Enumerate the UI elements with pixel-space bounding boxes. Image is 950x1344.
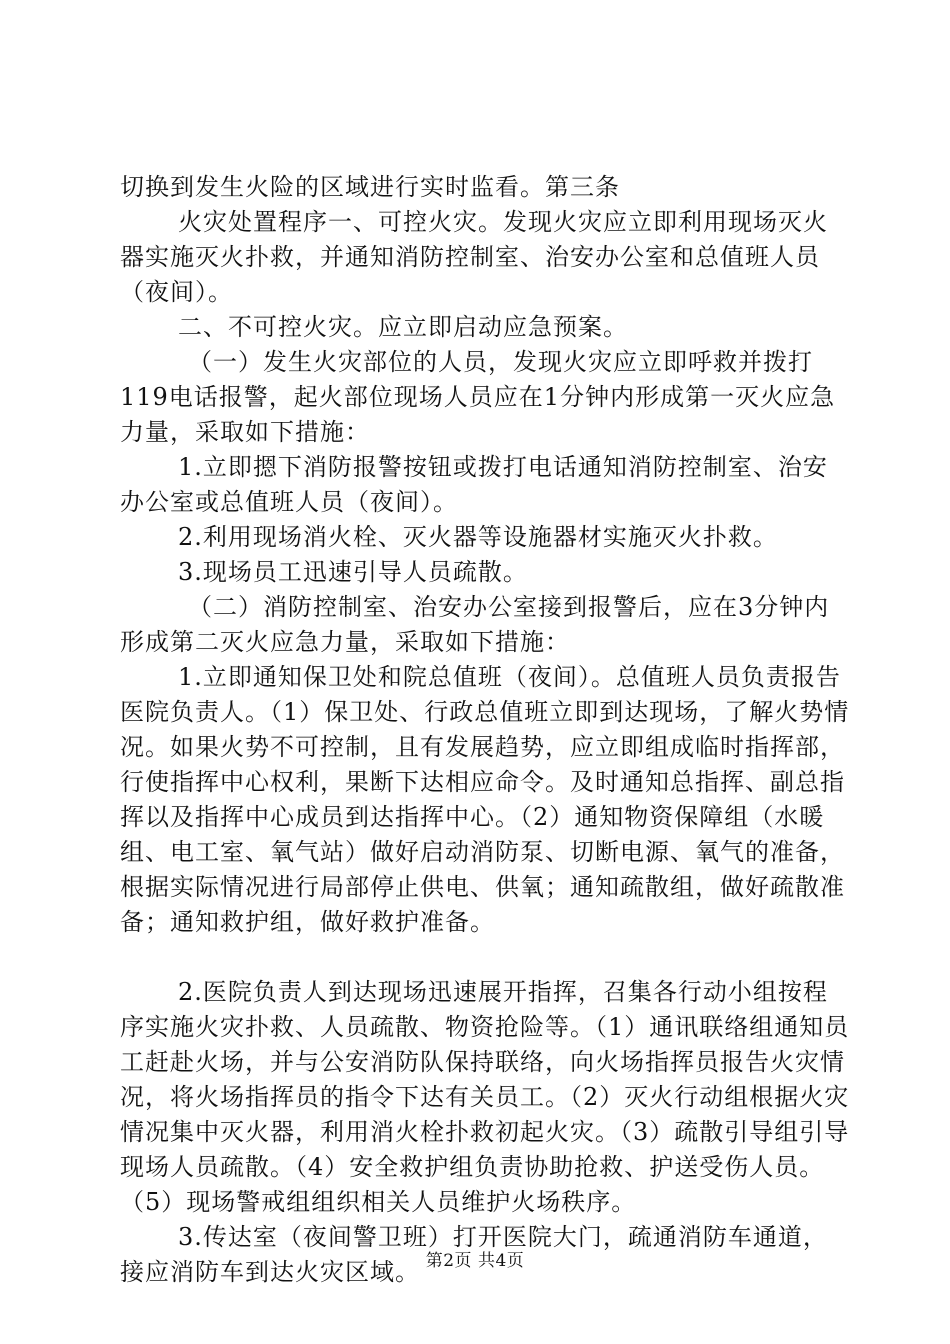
document-body [120, 170, 850, 1290]
paragraph-step-1-3: 3.现场员工迅速引导人员疏散。 [178, 558, 528, 586]
paragraph-step-1-1: 1.立即摁下消防报警按钮或拨打电话通知消防控制室、治安办公室或总值班人员（夜间）。 [120, 453, 828, 516]
paragraph-section-one: （一）发生火灾部位的人员，发现火灾应立即呼救并拨打119电话报警，起火部位现场人员应在1分钟内形成第一灭火应急力量，采取如下措施： [120, 348, 836, 446]
paragraph-fire-procedure: 火灾处置程序一、可控火灾。发现火灾应立即利用现场灭火器实施灭火扑救，并通知消防控制室、治安办公室和总值班人员（夜间）。 [120, 208, 828, 306]
paragraph-step-2-2: 2.医院负责人到达现场迅速展开指挥，召集各行动小组按程序实施火灾扑救、人员疏散、物资抢险等。（1）通讯联络组通知员工赶赴火场，并与公安消防队保持联络，向火场指挥员报告火灾情况，将火场指挥员的指令下达有关员工。（2）灭火行动组根据火灾情况集中灭火器，利用消火栓扑救初起火灾。（3）疏散引导组引导现场人员疏散。（4）安全救护组负责协助抢救、护送受伤人员。（5）现场警戒组组织相关人员维护火场秩序。 [120, 978, 850, 1216]
paragraph-step-1-2: 2.利用现场消火栓、灭火器等设施器材实施灭火扑救。 [178, 523, 778, 551]
paragraph-section-two: （二）消防控制室、治安办公室接到报警后，应在3分钟内形成第二灭火应急力量，采取如下措施： [120, 593, 830, 656]
paragraph-continuation: 切换到发生火险的区域进行实时监看。第三条 [120, 173, 620, 201]
paragraph-uncontrollable-fire: 二、不可控火灾。应立即启动应急预案。 [178, 313, 628, 341]
paragraph-gap [120, 940, 850, 975]
paragraph-step-2-3: 3.传达室（夜间警卫班）打开医院大门，疏通消防车通道，接应消防车到达火灾区域。 [120, 1223, 828, 1286]
paragraph-step-2-1: 1.立即通知保卫处和院总值班（夜间）。总值班人员负责报告医院负责人。（1）保卫处、行政总值班立即到达现场，了解火势情况。如果火势不可控制，且有发展趋势，应立即组成临时指挥部，行使指挥中心权利，果断下达相应命令。及时通知总指挥、副总指挥以及指挥中心成员到达指挥中心。（2）通知物资保障组（水暖组、电工室、氧气站）做好启动消防泵、切断电源、氧气的准备，根据实际情况进行局部停止供电、供氧；通知疏散组，做好疏散准备；通知救护组，做好救护准备。 [120, 663, 850, 936]
page-number-footer: 第2页 共4页 [425, 1251, 525, 1271]
